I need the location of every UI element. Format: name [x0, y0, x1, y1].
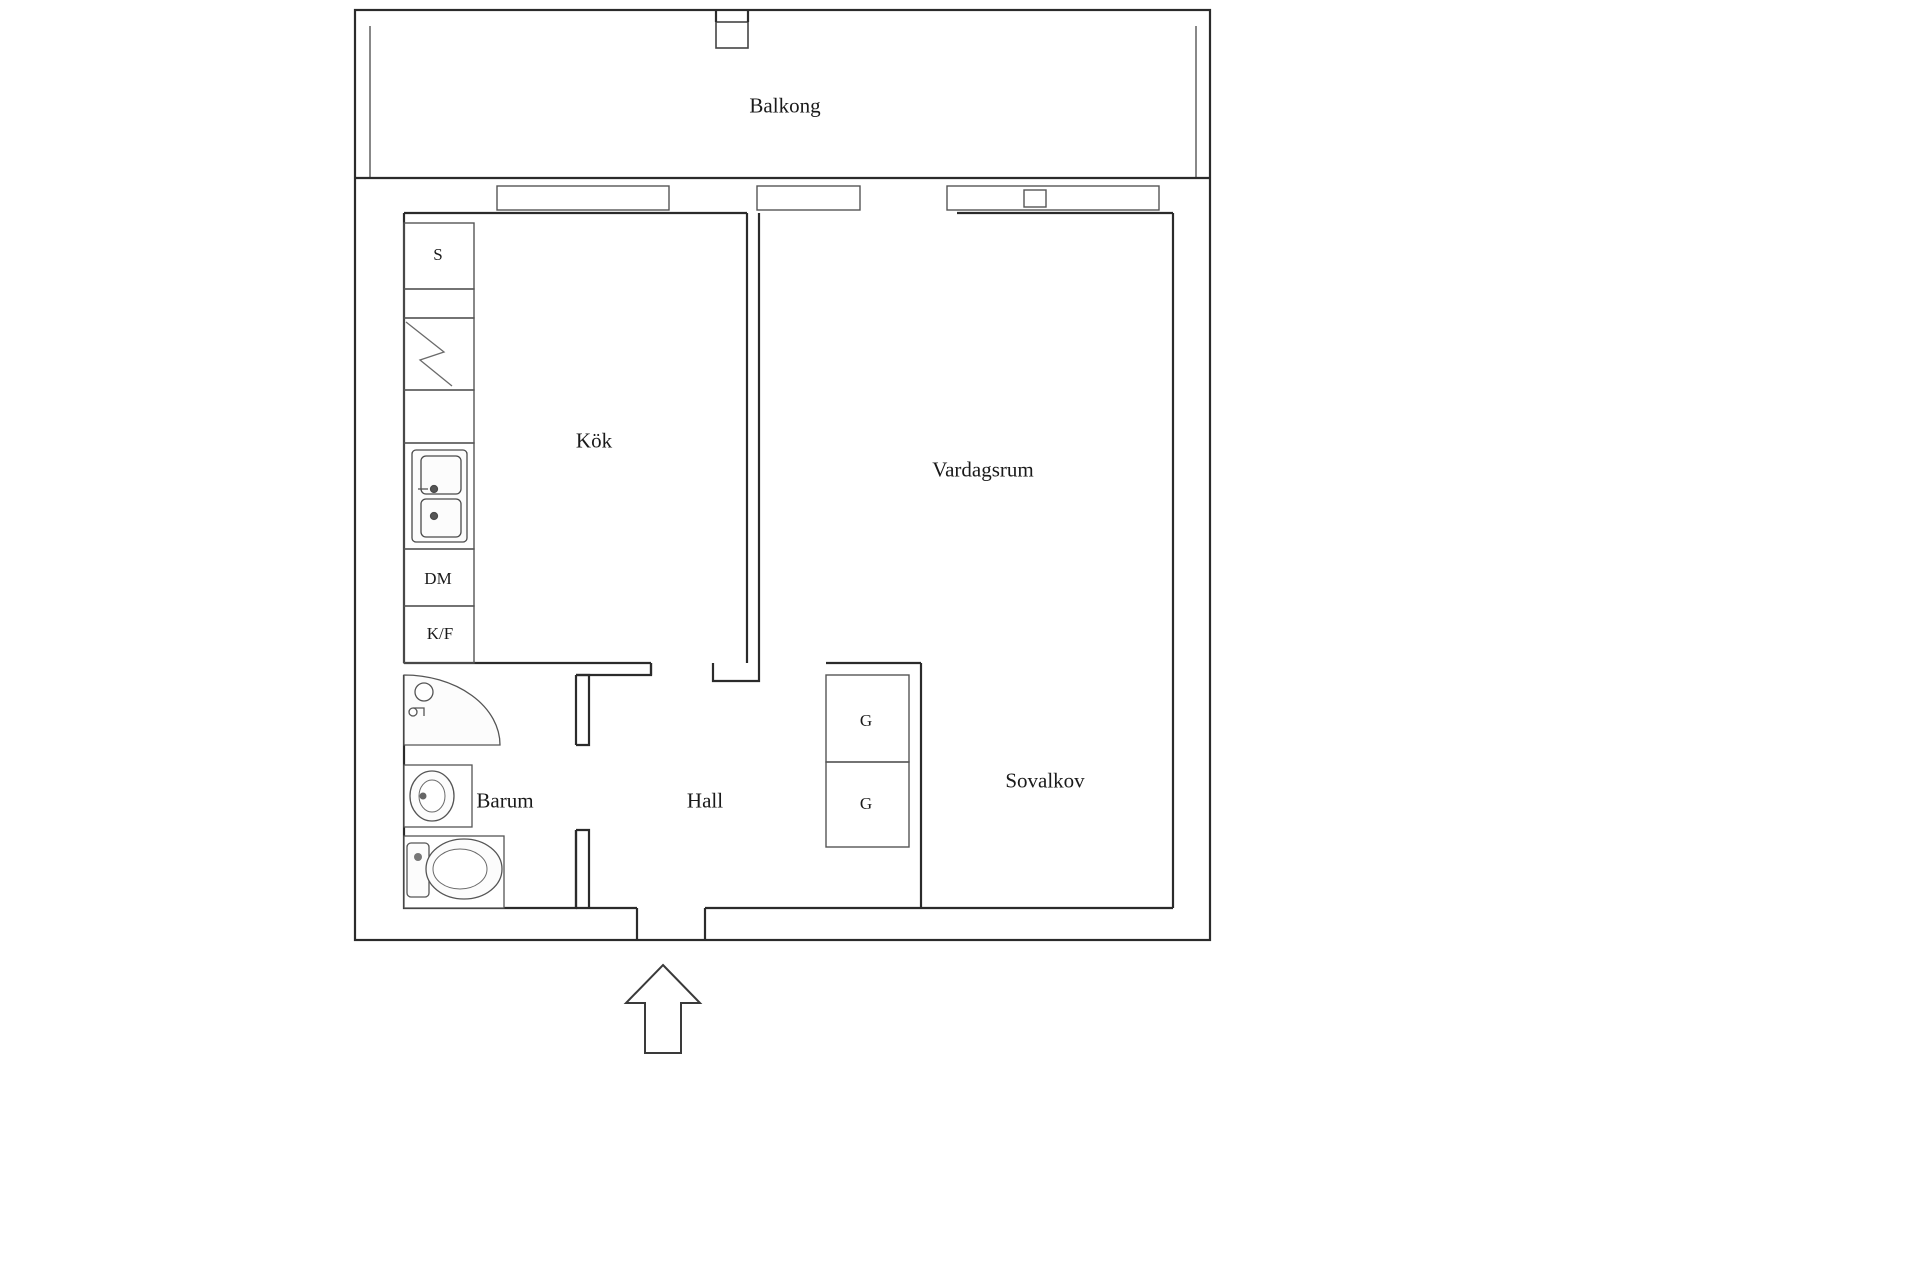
room-label-kok: Kök	[575, 428, 613, 453]
stove-icon	[406, 322, 452, 386]
room-label-hall: Hall	[686, 788, 724, 813]
room-label-sovalkov: Sovalkov	[1005, 768, 1085, 793]
fixture-label-diskmaskin: DM	[424, 569, 452, 588]
kitchen-sink-icon	[412, 450, 467, 542]
counter-unit-2	[404, 390, 474, 443]
shower-icon	[404, 675, 500, 745]
wall-end-cap	[713, 663, 759, 681]
room-label-balkong: Balkong	[749, 93, 821, 118]
hall-partition-upper	[576, 675, 589, 745]
room-label-vardagsrum: Vardagsrum	[932, 457, 1034, 482]
balcony-door	[757, 186, 860, 210]
counter-unit-1	[404, 289, 474, 318]
balcony-top-opening	[716, 22, 748, 48]
hall-partition-lower	[576, 830, 589, 908]
bathroom-top-right	[576, 663, 651, 675]
toilet-icon	[404, 836, 504, 908]
window-livingroom	[947, 186, 1159, 210]
fixture-label-kyl-frys: K/F	[426, 624, 454, 643]
window-handle	[1024, 190, 1046, 207]
fixture-label-garderob-1: G	[859, 711, 873, 730]
washbasin-icon	[404, 765, 472, 827]
fixture-label-garderob-2: G	[859, 794, 873, 813]
fixture-label-skafferi: S	[433, 245, 443, 264]
room-label-barum: Barum	[476, 788, 534, 813]
entrance-arrow-icon	[626, 965, 700, 1053]
window-kitchen	[497, 186, 669, 210]
